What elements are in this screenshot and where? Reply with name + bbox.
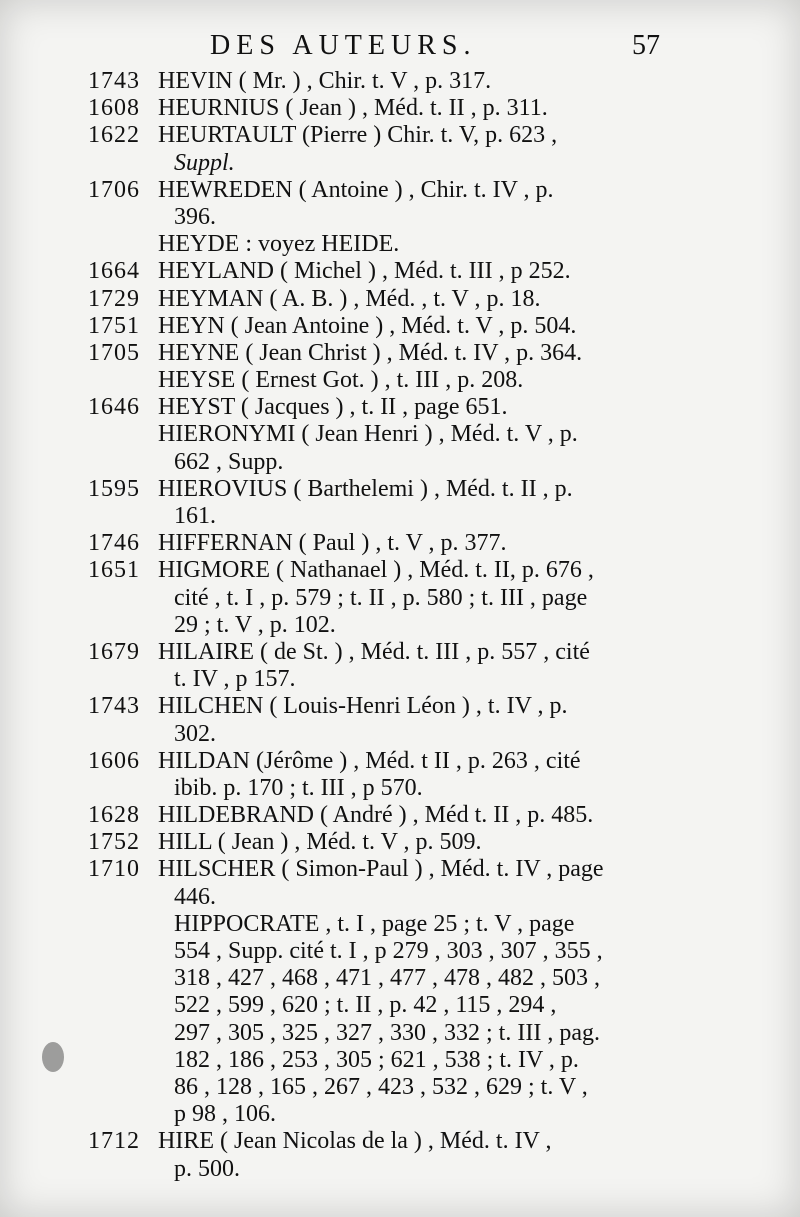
entry-text: HEURTAULT (Pierre ) Chir. t. V, p. 623 ,	[158, 122, 558, 149]
entry-text: HIGMORE ( Nathanael ) , Méd. t. II, p. 676 ,	[158, 557, 594, 584]
entry-year: 1706	[88, 176, 140, 203]
entry-text: HEYMAN ( A. B. ) , Méd. , t. V , p. 18.	[158, 285, 541, 312]
index-line	[0, 693, 800, 720]
entry-text: HILSCHER ( Simon-Paul ) , Méd. t. IV , page	[158, 856, 604, 883]
entry-year: 1746	[88, 530, 140, 557]
entry-year: 1743	[88, 693, 140, 720]
index-line	[0, 68, 800, 95]
index-line	[0, 1047, 800, 1074]
entry-text: HEYST ( Jacques ) , t. II , page 651.	[158, 394, 508, 421]
entry-year: 1679	[88, 638, 140, 665]
entry-year: 1606	[88, 747, 140, 774]
entry-year: 1646	[88, 394, 140, 421]
index-line	[0, 1101, 800, 1128]
entry-text: HILL ( Jean ) , Méd. t. V , p. 509.	[158, 829, 482, 856]
index-line	[0, 721, 800, 748]
entry-text: HEWREDEN ( Antoine ) , Chir. t. IV , p.	[158, 176, 554, 203]
author-index-list	[0, 68, 800, 1183]
index-line	[0, 1156, 800, 1183]
index-line	[0, 367, 800, 394]
entry-text: 161.	[174, 503, 216, 529]
entry-text: HIRE ( Jean Nicolas de la ) , Méd. t. IV ,	[158, 1128, 552, 1155]
index-line	[0, 802, 800, 829]
index-line	[0, 748, 800, 775]
index-line	[0, 829, 800, 856]
index-line	[0, 122, 800, 149]
index-line	[0, 204, 800, 231]
entry-text: 302.	[174, 720, 216, 747]
entry-text: HIPPOCRATE , t. I , page 25 ; t. V , page	[174, 910, 575, 937]
index-line	[0, 775, 800, 802]
index-line	[0, 258, 800, 285]
entry-year: 1751	[88, 312, 140, 339]
index-line	[0, 557, 800, 584]
index-line	[0, 911, 800, 938]
entry-text: 318 , 427 , 468 , 471 , 477 , 478 , 482 , 503 ,	[174, 965, 600, 992]
index-line	[0, 938, 800, 965]
entry-year: 1710	[88, 856, 140, 883]
entry-text: ibib. p. 170 ; t. III , p 570.	[174, 774, 423, 801]
index-line	[0, 150, 800, 177]
entry-year: 1729	[88, 285, 140, 312]
binding-hole-mark	[42, 1042, 64, 1072]
entry-text: 446.	[174, 883, 216, 910]
entry-year: 1651	[88, 557, 140, 584]
index-line	[0, 666, 800, 693]
entry-text: p 98 , 106.	[174, 1101, 276, 1128]
index-line	[0, 394, 800, 421]
entry-text: cité , t. I , p. 579 ; t. II , p. 580 ; t. III , page	[174, 584, 588, 611]
entry-text: HEYLAND ( Michel ) , Méd. t. III , p 252.	[158, 258, 571, 285]
index-line	[0, 476, 800, 503]
entry-text: HILCHEN ( Louis-Henri Léon ) , t. IV , p.	[158, 693, 568, 720]
entry-text: HILAIRE ( de St. ) , Méd. t. III , p. 557 , cité	[158, 638, 590, 665]
index-line	[0, 884, 800, 911]
entry-year: 1608	[88, 95, 140, 122]
entry-text: HIEROVIUS ( Barthelemi ) , Méd. t. II , p.	[158, 475, 573, 502]
entry-text: p. 500.	[174, 1155, 240, 1182]
index-line	[0, 313, 800, 340]
entry-text: HILDEBRAND ( André ) , Méd t. II , p. 485.	[158, 802, 594, 829]
entry-text: 182 , 186 , 253 , 305 ; 621 , 538 ; t. IV , p.	[174, 1046, 579, 1073]
entry-year: 1622	[88, 122, 140, 149]
index-line	[0, 340, 800, 367]
index-line	[0, 965, 800, 992]
entry-text: Suppl.	[174, 149, 235, 176]
entry-text: HEYDE : voyez HEIDE.	[158, 231, 400, 258]
entry-text: 396.	[174, 203, 216, 230]
index-line	[0, 639, 800, 666]
index-line	[0, 1074, 800, 1101]
entry-text: 554 , Supp. cité t. I , p 279 , 303 , 307 , 355 ,	[174, 938, 603, 964]
entry-text: HILDAN (Jérôme ) , Méd. t II , p. 263 , cité	[158, 747, 581, 774]
entry-text: 86 , 128 , 165 , 267 , 423 , 532 , 629 ; t. V ,	[174, 1073, 588, 1100]
index-line	[0, 612, 800, 639]
entry-year: 1705	[88, 339, 140, 366]
entry-text: HEYN ( Jean Antoine ) , Méd. t. V , p. 504.	[158, 312, 577, 339]
entry-text: 522 , 599 , 620 ; t. II , p. 42 , 115 , 294 ,	[174, 992, 557, 1019]
entry-text: HEYSE ( Ernest Got. ) , t. III , p. 208.	[158, 367, 524, 394]
entry-text: HIERONYMI ( Jean Henri ) , Méd. t. V , p.	[158, 421, 578, 448]
index-line	[0, 449, 800, 476]
index-line	[0, 530, 800, 557]
index-line	[0, 95, 800, 122]
entry-year: 1752	[88, 829, 140, 856]
index-line	[0, 1128, 800, 1155]
entry-text: 662 , Supp.	[174, 448, 284, 475]
index-line	[0, 177, 800, 204]
index-line	[0, 856, 800, 883]
running-head: DES AUTEURS.	[210, 30, 477, 61]
entry-year: 1743	[88, 68, 140, 94]
entry-year: 1595	[88, 475, 140, 502]
page-header	[0, 30, 800, 66]
index-line	[0, 1020, 800, 1047]
index-line	[0, 286, 800, 313]
page-number: 57	[632, 30, 660, 61]
entry-text: HIFFERNAN ( Paul ) , t. V , p. 377.	[158, 530, 507, 557]
entry-text: HEURNIUS ( Jean ) , Méd. t. II , p. 311.	[158, 95, 548, 122]
index-line	[0, 231, 800, 258]
index-line	[0, 503, 800, 530]
entry-year: 1664	[88, 258, 140, 285]
entry-text: HEYNE ( Jean Christ ) , Méd. t. IV , p. 364.	[158, 339, 583, 366]
entry-text: 29 ; t. V , p. 102.	[174, 611, 336, 638]
entry-year: 1628	[88, 802, 140, 829]
entry-text: HEVIN ( Mr. ) , Chir. t. V , p. 317.	[158, 68, 492, 94]
entry-text: 297 , 305 , 325 , 327 , 330 , 332 ; t. III , pag.	[174, 1019, 600, 1046]
entry-text: t. IV , p 157.	[174, 666, 296, 693]
index-line	[0, 585, 800, 612]
entry-year: 1712	[88, 1128, 140, 1155]
index-line	[0, 992, 800, 1019]
index-line	[0, 421, 800, 448]
